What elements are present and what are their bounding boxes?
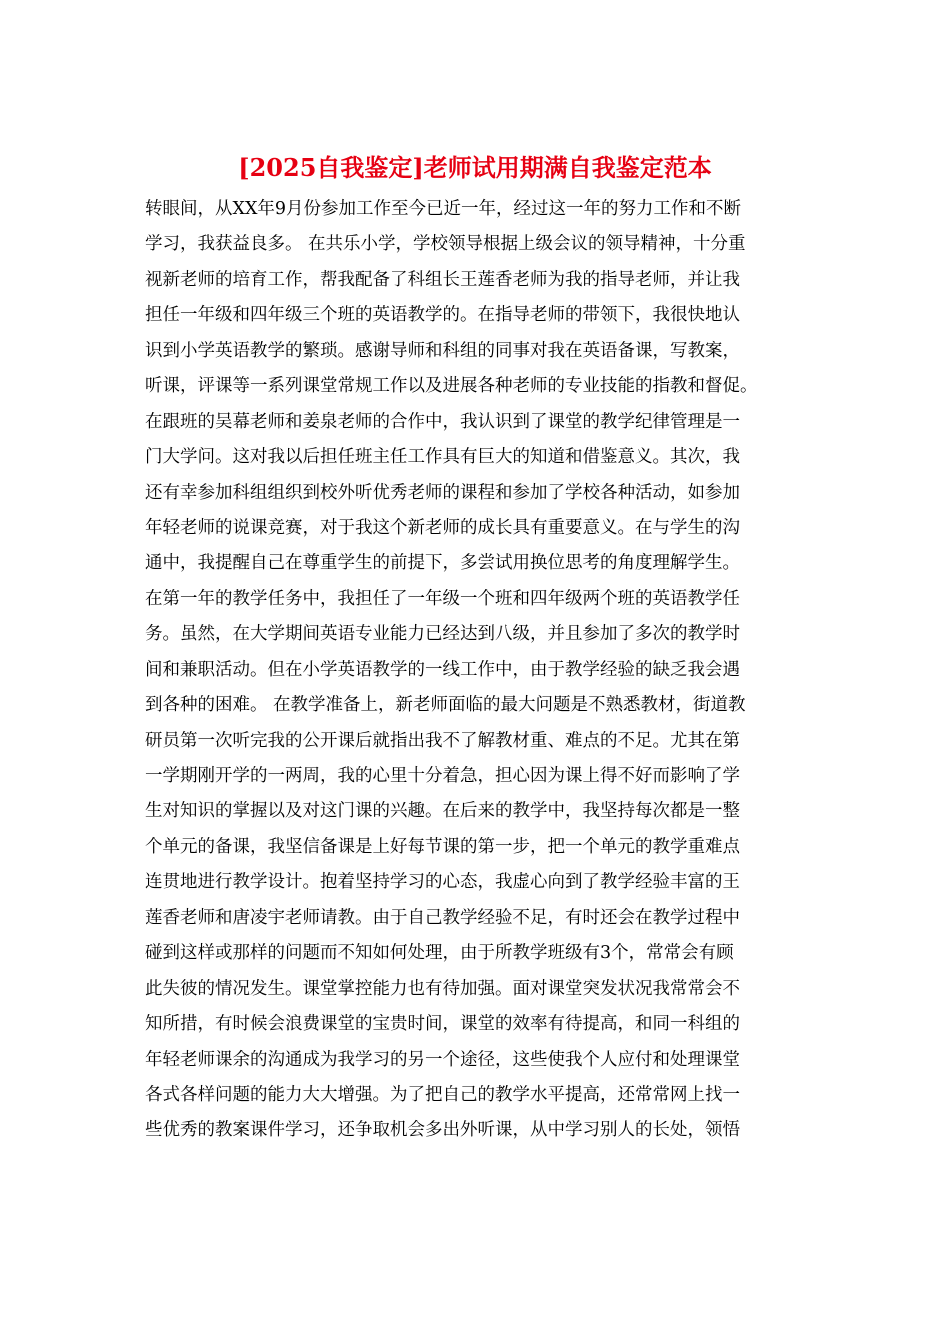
body-line: 些优秀的教案课件学习，还争取机会多出外听课，从中学习别人的长处，领悟 (145, 1120, 740, 1141)
document-title: [2025自我鉴定]老师试用期满自我鉴定范本 (238, 153, 712, 182)
body-line: 连贯地进行教学设计。抱着坚持学习的心态，我虚心向到了教学经验丰富的王 (145, 872, 740, 893)
body-line: 一学期刚开学的一两周，我的心里十分着急，担心因为课上得不好而影响了学 (145, 766, 740, 786)
body-line: 视新老师的培育工作，帮我配备了科组长王莲香老师为我的指导老师，并让我 (145, 269, 740, 290)
body-line: 知所措，有时候会浪费课堂的宝贵时间，课堂的效率有待提高，和同一科组的 (145, 1014, 740, 1035)
body-line: 在跟班的吴幕老师和姜泉老师的合作中，我认识到了课堂的教学纪律管理是一 (145, 411, 740, 432)
body-line: 识到小学英语教学的繁琐。感谢导师和科组的同事对我在英语备课，写教案， (145, 340, 740, 361)
body-line: 学习，我获益良多。 在共乐小学，学校领导根据上级会议的领导精神，十分重 (145, 234, 746, 255)
document-body (145, 192, 807, 1149)
body-line: 年轻老师课余的沟通成为我学习的另一个途径，这些使我个人应付和处理课堂 (145, 1049, 740, 1070)
body-line: 碰到这样或那样的问题而不知如何处理，由于所教学班级有3个，常常会有顾 (145, 943, 734, 964)
body-line: 听课，评课等一系列课堂常规工作以及进展各种老师的专业技能的指教和督促。 (145, 376, 758, 397)
body-line: 门大学问。这对我以后担任班主任工作具有巨大的知道和借鉴意义。其次，我 (145, 447, 740, 468)
body-line: 各式各样问题的能力大大增强。为了把自己的教学水平提高，还常常网上找一 (145, 1084, 740, 1105)
body-line: 还有幸参加科组组织到校外听优秀老师的课程和参加了学校各种活动，如参加 (145, 482, 740, 503)
body-line: 年轻老师的说课竞赛，对于我这个新老师的成长具有重要意义。在与学生的沟 (145, 517, 740, 538)
body-line: 转眼间，从XX年9月份参加工作至今已近一年，经过这一年的努力工作和不断 (145, 199, 742, 219)
body-line: 在第一年的教学任务中，我担任了一年级一个班和四年级两个班的英语教学任 (145, 588, 740, 609)
body-line: 间和兼职活动。但在小学英语教学的一线工作中，由于教学经验的缺乏我会遇 (145, 659, 740, 680)
body-line: 生对知识的掌握以及对这门课的兴趣。在后来的教学中，我坚持每次都是一整 (145, 801, 740, 822)
body-line: 担任一年级和四年级三个班的英语教学的。在指导老师的带领下，我很快地认 (145, 305, 740, 326)
body-line: 研员第一次听完我的公开课后就指出我不了解教材重、难点的不足。尤其在第 (145, 730, 740, 751)
body-line: 通中，我提醒自己在尊重学生的前提下，多尝试用换位思考的角度理解学生。 (145, 553, 740, 574)
body-line: 莲香老师和唐凌宇老师请教。由于自己教学经验不足，有时还会在教学过程中 (145, 907, 740, 928)
body-line: 此失彼的情况发生。课堂掌控能力也有待加强。面对课堂突发状况我常常会不 (145, 978, 740, 999)
body-line: 到各种的困难。 在教学准备上，新老师面临的最大问题是不熟悉教材，街道教 (145, 695, 746, 716)
body-line: 务。虽然，在大学期间英语专业能力已经达到八级，并且参加了多次的教学时 (145, 624, 740, 645)
body-line: 个单元的备课，我坚信备课是上好每节课的第一步，把一个单元的教学重难点 (145, 836, 740, 857)
